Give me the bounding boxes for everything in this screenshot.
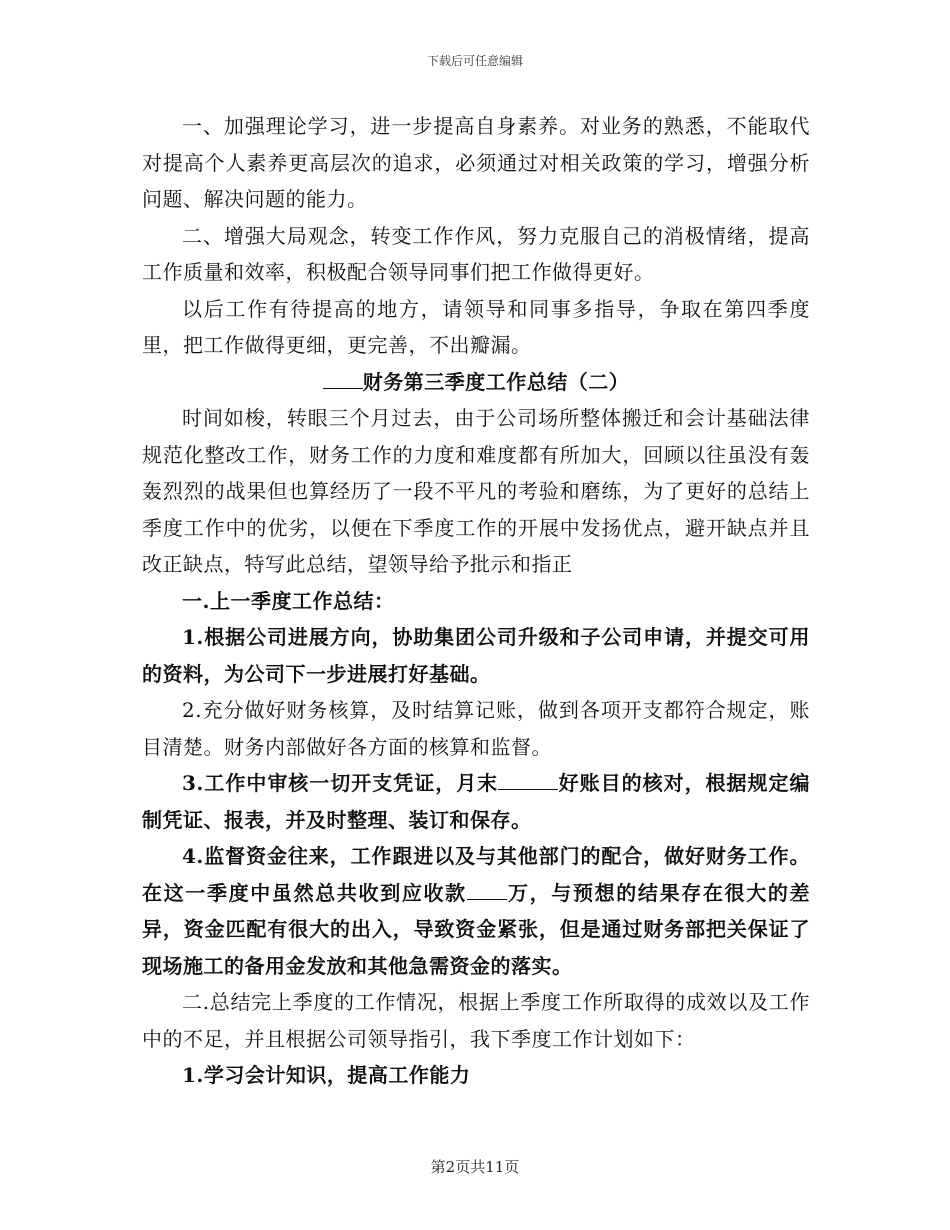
- summary-item-4-after: 万，与预想的结果存在很大的差异，资金匹配有很大的出入，导致资金紧张，但是通过财务部把关保证了现场施工的备用金发放和其他急需资金的落实。: [142, 880, 811, 978]
- paragraph-theory-study: 一、加强理论学习，进一步提高自身素养。对业务的熟悉，不能取代对提高个人素养更高层次的追求，必须通过对相关政策的学习，增强分析问题、解决问题的能力。: [142, 114, 810, 211]
- paragraph-improvement: 以后工作有待提高的地方，请领导和同事多指导，争取在第四季度里，把工作做得更细，更完善，不出瓣漏。: [142, 296, 810, 357]
- summary-item-3-before: 3.工作中审核一切开支凭证，月末: [182, 771, 499, 795]
- summary-item-3-after: 好账目的核对，根据规定编制凭证、报表，并及时整理、装订和保存。: [142, 771, 810, 832]
- month-end-blank: [498, 789, 558, 790]
- title-blank: [323, 388, 363, 389]
- summary-item-4-before: 4.监督资金往来，工作跟进以及与其他部门的配合，做好财务工作。在这一季度中虽然总共收到应收款: [142, 844, 810, 905]
- section-title-text: 财务第三季度工作总结（二）: [362, 369, 630, 394]
- page-footer: 第2页共11页: [430, 1158, 520, 1176]
- section-title: [142, 364, 810, 401]
- summary-item-4: [142, 838, 810, 984]
- plan-item-1: 1.学习会计知识，提高工作能力: [182, 1063, 471, 1087]
- intro-paragraph: 时间如梭，转眼三个月过去，由于公司场所整体搬迁和会计基础法律规范化整改工作，财务工作的力度和难度都有所加大，回顾以往虽没有轰轰烈烈的战果但也算经历了一段不平凡的考验和磨练，为了更好的总结上季度工作中的优劣，以便在下季度工作的开展中发扬优点，避开缺点并且改正缺点，特写此总结，望领导给予批示和指正: [142, 406, 810, 576]
- summary-heading: 一.上一季度工作总结：: [182, 588, 395, 613]
- summary-item-3: [142, 765, 810, 838]
- paragraph-overall-view: 二、增强大局观念，转变工作作风，努力克服自己的消极情绪，提高工作质量和效率，积极配合领导同事们把工作做得更好。: [142, 223, 810, 284]
- summary-item-2: 2.充分做好财务核算，及时结算记账，做到各项开支都符合规定，账目清楚。财务内部做好各方面的核算和监督。: [142, 698, 810, 759]
- page-header: 下载后可任意编辑: [426, 54, 523, 68]
- document-body: [142, 108, 810, 1094]
- amount-blank: [467, 899, 507, 900]
- plan-intro: 二.总结完上季度的工作情况，根据上季度工作所取得的成效以及工作中的不足，并且根据公司领导指引，我下季度工作计划如下：: [142, 990, 810, 1051]
- summary-item-1: 1.根据公司进展方向，协助集团公司升级和子公司申请，并提交可用的资料，为公司下一步进展打好基础。: [142, 625, 810, 686]
